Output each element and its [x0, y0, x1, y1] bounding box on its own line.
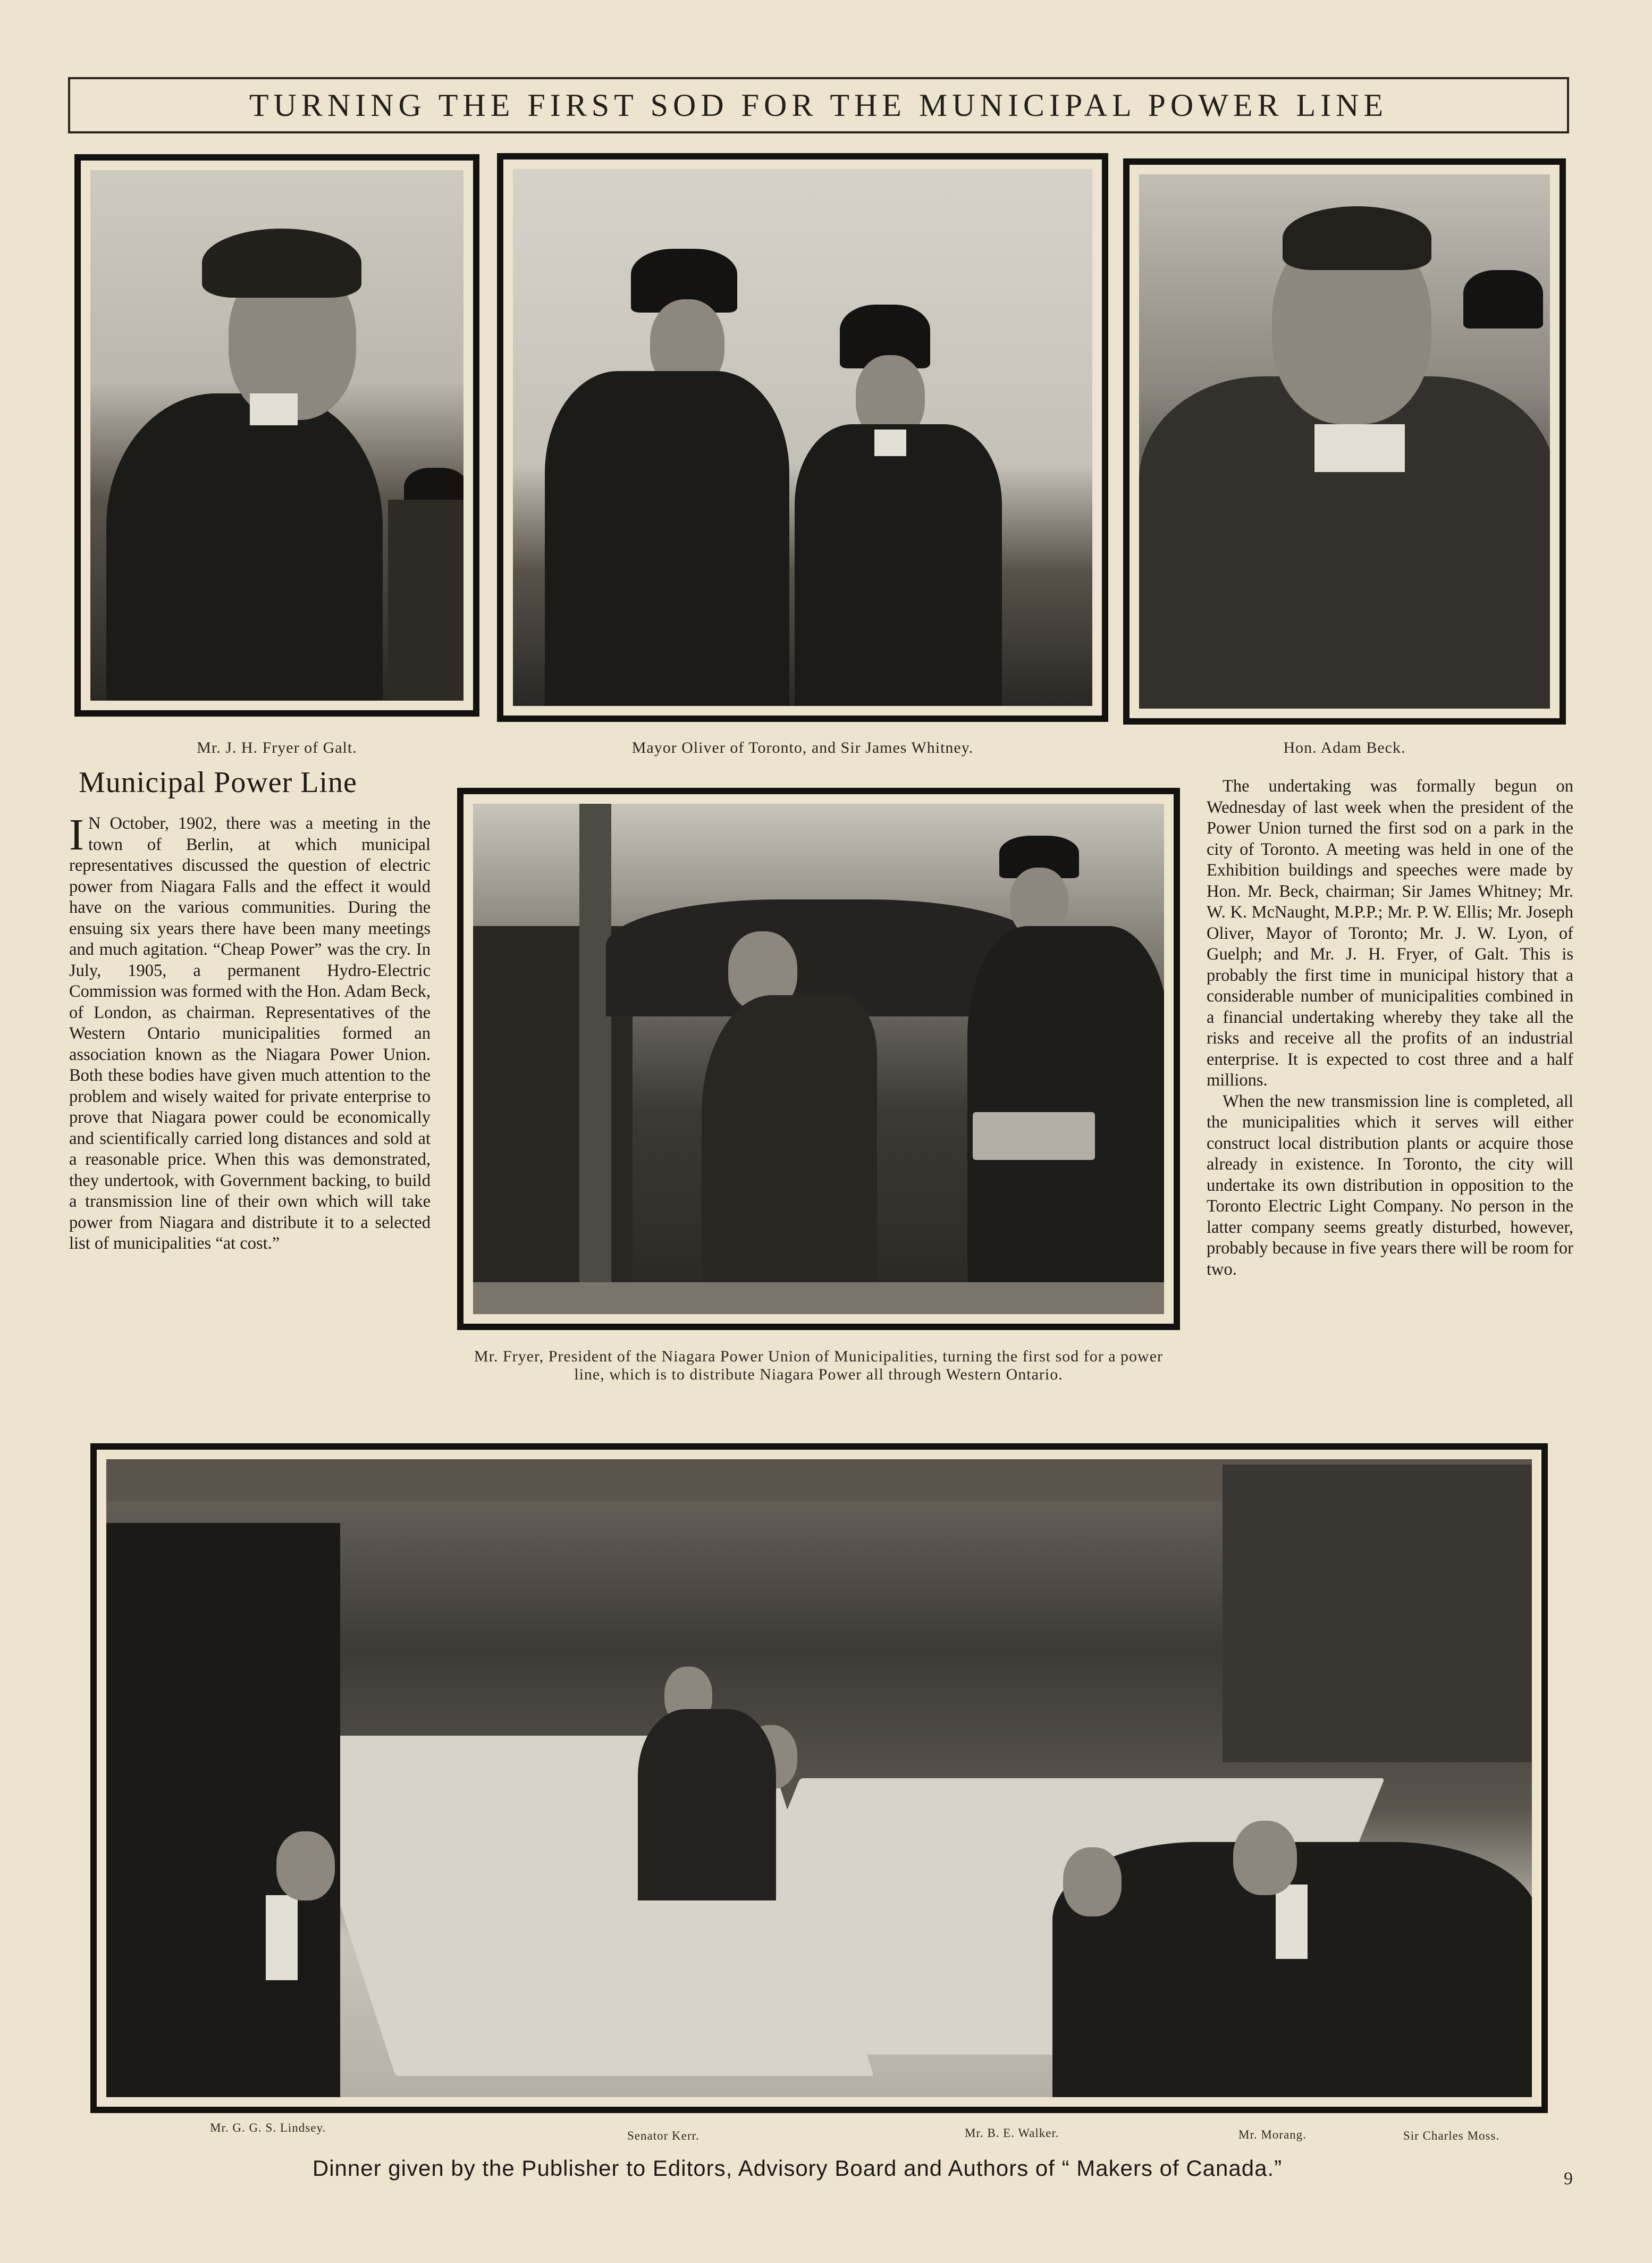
name-label-kerr: Senator Kerr.	[627, 2129, 699, 2142]
article-right-column	[1207, 776, 1573, 1280]
photo-fryer-image	[90, 170, 463, 701]
name-label-morang: Mr. Morang.	[1238, 2128, 1307, 2141]
photo-oliver-whitney-image	[513, 169, 1092, 706]
article-right-paragraph-1: The undertaking was formally begun on Wednesday of last week when the president of the Power Union turned the first sod on a park in the city of Toronto. A meeting was held in one of the Exhibition buildings and speeches were made by Hon. Mr. Beck, chairman; Sir James Whitney; Mr. W. K. McNaught, M.P.P.; Mr. P. W. Ellis; Mr. Joseph Oliver, Mayor of Toronto; Mr. J. W. Lyon, of Guelph; and Mr. J. H. Fryer, of Galt. This is probably the first time in municipal history that a considerable number of municipalities combined in a financial undertaking whereby they take all the risks and receive all the profits of an industrial enterprise. It is expected to cost three and a half millions.	[1207, 777, 1573, 1090]
name-label-moss: Sir Charles Moss.	[1403, 2129, 1500, 2142]
article-dropcap: I	[69, 810, 84, 860]
photo-beck	[1123, 158, 1566, 725]
caption-beck: Hon. Adam Beck.	[1283, 739, 1406, 756]
article-left-text: N October, 1902, there was a meeting in the town of Berlin, at which municipal representatives discussed the question of electric power from Niagara Falls and the effect it would have on the various communities. During the ensuing six years there have been many meetings and much agitation. “Cheap Power” was the cry. In July, 1905, a permanent Hydro-Electric Commission was formed with the Hon. Adam Beck, of London, as chairman. Representatives of the Western Ontario municipalities formed an association known as the Niagara Power Union. Both these bodies have given much attention to the problem and wisely waited for private enterprise to prove that Niagara power could be economically and scientifically carried long distances and sold at a reasonable price. When this was demonstrated, they undertook, with Government backing, to build a transmission line of their own which will take power from Niagara and distribute it to a selected list of municipalities “at cost.”	[69, 814, 431, 1253]
caption-sod-turning: Mr. Fryer, President of the Niagara Power Union of Municipalities, turning the first sod for a power line, which is to distribute Niagara Power all through Western Ontario.	[474, 1348, 1164, 1383]
caption-fryer: Mr. J. H. Fryer of Galt.	[197, 739, 357, 756]
page-banner-title: TURNING THE FIRST SOD FOR THE MUNICIPAL POWER LINE	[68, 77, 1569, 133]
caption-oliver-whitney: Mayor Oliver of Toronto, and Sir James Whitney.	[631, 739, 974, 756]
photo-oliver-whitney	[497, 153, 1108, 722]
page-number: 9	[1564, 2169, 1573, 2189]
caption-dinner: Dinner given by the Publisher to Editors, Advisory Board and Authors of “ Makers of Canada.”	[312, 2156, 1283, 2181]
photo-beck-image	[1139, 174, 1550, 709]
photo-dinner-image	[106, 1459, 1532, 2097]
article-headline: Municipal Power Line	[79, 766, 357, 799]
name-label-walker: Mr. B. E. Walker.	[965, 2126, 1059, 2140]
name-label-lindsey: Mr. G. G. S. Lindsey.	[210, 2121, 326, 2134]
photo-sod-turning-image	[473, 804, 1164, 1314]
photo-dinner	[90, 1443, 1548, 2113]
photo-fryer	[74, 154, 479, 717]
photo-sod-turning	[457, 788, 1180, 1330]
article-right-paragraph-2: When the new transmission line is completed, all the municipalities which it serves will either construct local distribution plants or acquire those already in existence. In Toronto, the city will undertake its own distribution in opposition to the Toronto Electric Light Company. No person in the latter company seems greatly disturbed, however, probably because in five years there will be room for two.	[1207, 1091, 1573, 1279]
article-left-column	[69, 810, 431, 1403]
